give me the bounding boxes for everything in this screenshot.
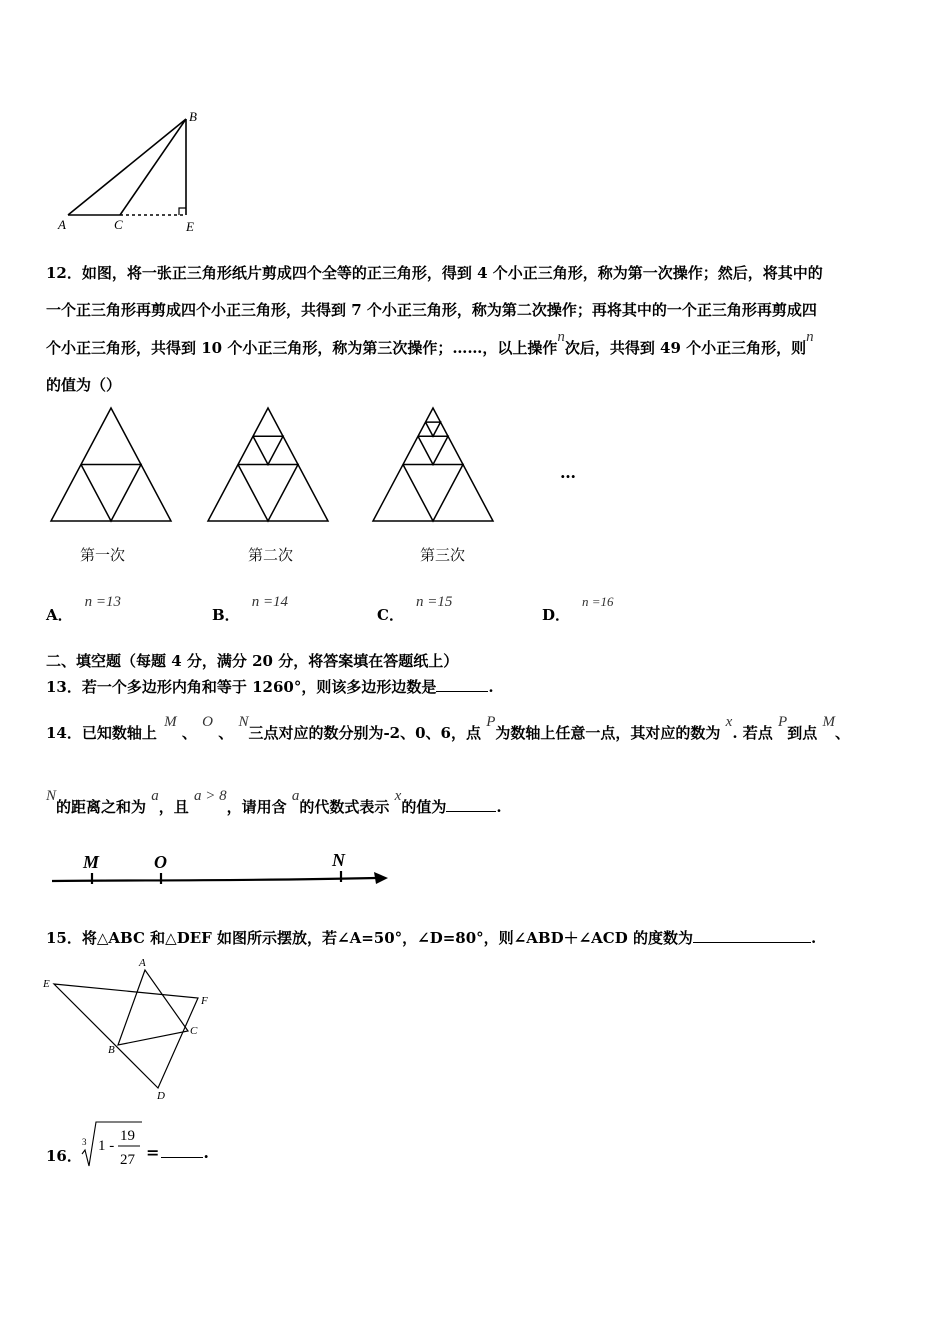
label-A: A <box>58 217 66 232</box>
q13-answer-blank[interactable] <box>436 677 488 692</box>
q14-text-9: ，请用含 <box>226 798 287 816</box>
label-C: C <box>190 1025 198 1037</box>
q12-text-3a: 个小正三角形，共得到 10 个小正三角形，称为第三次操作；……，以上操作 <box>46 339 558 357</box>
q15-answer-blank[interactable] <box>693 928 811 943</box>
q14-line1 <box>46 714 850 743</box>
var-M: M <box>164 714 177 730</box>
q13-number: 13． <box>46 678 82 696</box>
option-c-value: n =15 <box>415 594 453 610</box>
var-N: N <box>238 714 249 730</box>
ellipsis: … <box>560 463 576 482</box>
label-A: A <box>139 957 146 969</box>
q15 <box>46 927 816 948</box>
q12-text-1: 如图，将一张正三角形纸片剪成四个全等的正三角形，得到 4 个小正三角形，称为第一次操作；然后，将其中的 <box>81 264 823 282</box>
q15-number: 15． <box>46 929 82 947</box>
q13-end: . <box>488 678 494 696</box>
section-title: 二、填空题（每题 4 分，满分 20 分，将答案填在答题纸上） <box>46 652 459 670</box>
q12-text-2: 一个正三角形再剪成四个小正三角形，共得到 7 个小正三角形，称为第二次操作；再将其中的一个正三角形再剪成四 <box>46 301 817 319</box>
var-a: a <box>291 788 300 804</box>
option-b[interactable] <box>212 590 289 624</box>
var-N: N <box>46 788 57 804</box>
q12-line1 <box>46 262 823 283</box>
label-E: E <box>43 978 50 990</box>
q14-text-6: 、 <box>834 724 850 742</box>
number-line <box>48 840 398 900</box>
label-B: B <box>108 1044 115 1056</box>
q16-end: . <box>203 1143 209 1162</box>
caption-first: 第一次 <box>80 546 126 564</box>
q12-line2 <box>46 299 817 320</box>
var-M: M <box>822 714 835 730</box>
q15-end: . <box>810 929 817 947</box>
q14-text-3: 为数轴上任意一点，其对应的数为 <box>495 724 721 742</box>
option-d-value: n =16 <box>582 594 614 609</box>
var-n: n <box>806 329 814 345</box>
label-D: D <box>157 1090 165 1100</box>
q16-number: 16． <box>46 1147 82 1165</box>
option-a-value: n =13 <box>84 594 122 610</box>
root-index: 3 <box>82 1137 87 1147</box>
var-a: a <box>151 788 159 804</box>
q14-answer-blank[interactable] <box>446 797 496 812</box>
option-a-label: A． <box>46 606 73 624</box>
sep: 、 <box>181 724 197 742</box>
q14-text-11: 的值为 <box>401 798 447 816</box>
axis-label-O: O <box>154 852 167 872</box>
label-C: C <box>114 217 123 232</box>
caption-second: 第二次 <box>248 546 294 564</box>
q16-tail <box>146 1143 209 1162</box>
q14-line2 <box>46 788 502 817</box>
option-d-label: D． <box>542 606 571 624</box>
figure-triangles-abc-def <box>40 955 220 1100</box>
q16-answer-blank[interactable] <box>161 1143 203 1158</box>
sep: 、 <box>218 724 234 742</box>
q14-text-5: 到点 <box>787 724 818 742</box>
label-F: F <box>201 995 208 1007</box>
var-O: O <box>202 714 213 730</box>
var-n: n <box>557 329 565 345</box>
fraction-denominator: 27 <box>120 1152 135 1168</box>
q14-end: . <box>496 798 502 816</box>
option-b-label: B． <box>212 606 240 624</box>
q14-text-10: 的代数式表示 <box>299 798 390 816</box>
var-x: x <box>394 788 402 804</box>
option-c[interactable] <box>377 590 453 624</box>
axis-label-N: N <box>332 850 345 870</box>
q14-text-8: ，且 <box>158 798 189 816</box>
q14-number: 14． <box>46 724 82 742</box>
var-x: x <box>725 714 733 730</box>
label-B: B <box>189 109 197 124</box>
option-c-label: C． <box>377 606 404 624</box>
fraction-numerator: 19 <box>120 1128 135 1144</box>
q13-text: 若一个多边形内角和等于 1260°，则该多边形边数是 <box>81 678 437 696</box>
caption-third: 第三次 <box>420 546 466 564</box>
q14-text-4: . 若点 <box>732 724 773 742</box>
condition: a > 8 <box>194 788 227 804</box>
q14-text-2: 三点对应的数分别为-2、0、6，点 <box>248 724 481 742</box>
q14-text-1: 已知数轴上 <box>81 724 157 742</box>
q12-line4 <box>46 374 121 395</box>
q12-line3 <box>46 329 814 358</box>
q12-number: 12． <box>46 264 82 282</box>
q12-text-3b: 次后，共得到 49 个小正三角形，则 <box>564 339 807 357</box>
label-E: E <box>186 219 194 234</box>
axis-label-M: M <box>83 852 100 872</box>
q15-text: 将△ABC 和△DEF 如图所示摆放，若∠A=50°，∠D=80°，则∠ABD＋∠ACD 的度数为 <box>81 929 693 947</box>
q13 <box>46 676 494 697</box>
var-P: P <box>486 714 496 730</box>
figure-triangle-steps <box>40 400 600 535</box>
option-d[interactable] <box>542 590 614 624</box>
var-P: P <box>778 714 788 730</box>
option-a[interactable] <box>46 590 122 624</box>
option-b-value: n =14 <box>251 594 289 610</box>
radicand: 1 - <box>98 1138 115 1154</box>
equals-sign: = <box>146 1143 160 1162</box>
q14-text-7: 的距离之和为 <box>56 798 147 816</box>
q12-text-4: 的值为（） <box>46 376 122 394</box>
figure-triangle-abce <box>50 105 220 235</box>
